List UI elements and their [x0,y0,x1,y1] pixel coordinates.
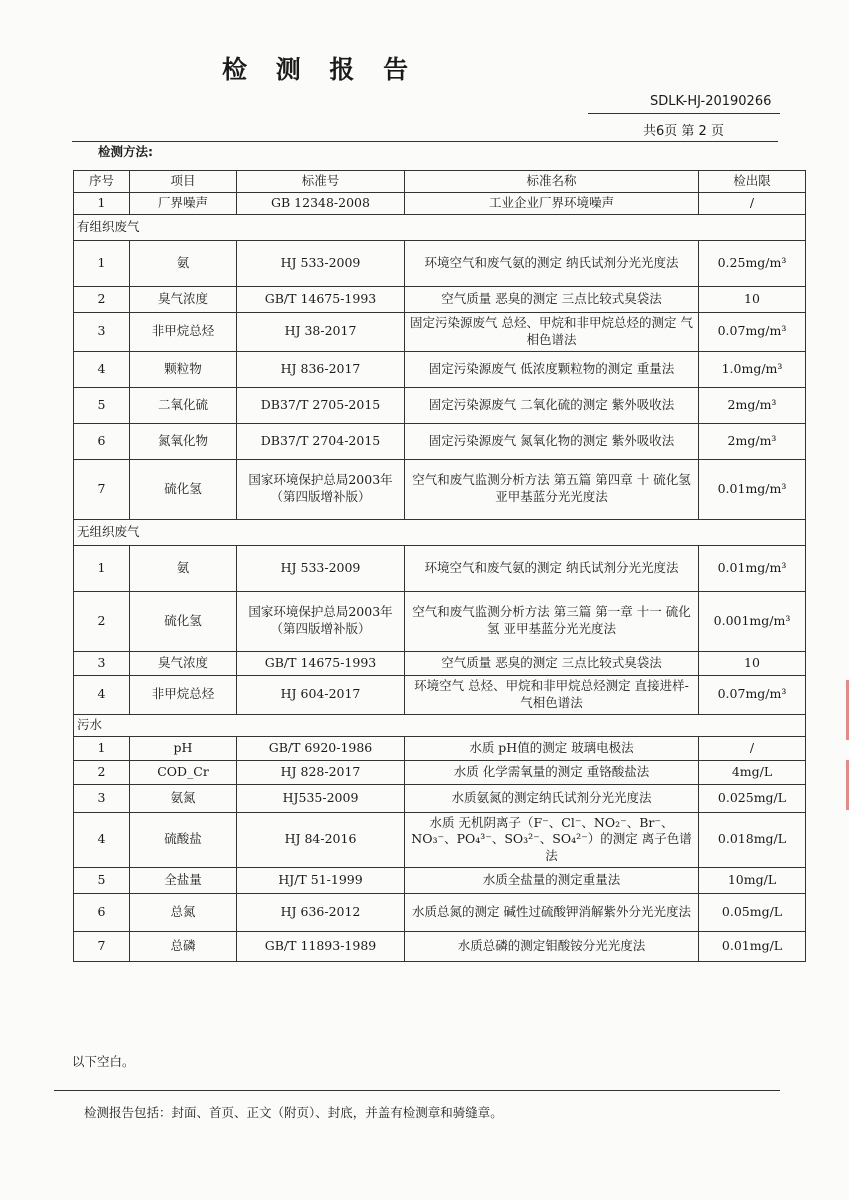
cell-standard-no: HJ 604-2017 [237,675,405,714]
cell-detection-limit: / [699,736,806,760]
cell-item: 臭气浓度 [130,287,237,313]
methods-table [73,170,806,962]
cell-item: 总氮 [130,894,237,932]
cell-standard-no: HJ 828-2017 [237,760,405,784]
cell-detection-limit: 2mg/m³ [699,423,806,459]
page-info: 共6页 第 2 页 [643,124,724,139]
cell-item: 非甲烷总烃 [130,675,237,714]
cell-item: 氨 [130,545,237,591]
cell-standard-no: HJ 533-2009 [237,545,405,591]
cell-standard-no: DB37/T 2704-2015 [237,423,405,459]
cell-standard-no: GB/T 14675-1993 [237,287,405,313]
cell-index: 7 [74,932,130,962]
table-row [74,459,806,519]
cell-index: 5 [74,868,130,894]
cell-index: 1 [74,193,130,215]
table-row [74,651,806,675]
table-row [74,675,806,714]
table-row [74,387,806,423]
report-number-underline [588,113,780,114]
table-row [74,545,806,591]
cell-index: 4 [74,675,130,714]
cell-standard-no: HJ 38-2017 [237,313,405,352]
table-row [74,193,806,215]
cell-standard-name: 空气和废气监测分析方法 第三篇 第一章 十一 硫化氢 亚甲基蓝分光光度法 [405,591,699,651]
cell-index: 4 [74,812,130,868]
section-label-cell: 无组织废气 [74,519,806,545]
table-row [74,760,806,784]
cell-index: 6 [74,423,130,459]
cell-detection-limit: / [699,193,806,215]
cell-standard-name: 固定污染源废气 总烃、甲烷和非甲烷总烃的测定 气相色谱法 [405,313,699,352]
cell-standard-name: 水质总磷的测定钼酸铵分光光度法 [405,932,699,962]
cell-index: 7 [74,459,130,519]
cell-item: 氮氧化物 [130,423,237,459]
cell-index: 1 [74,241,130,287]
cell-index: 1 [74,545,130,591]
section-label: 检测方法: [98,144,153,159]
cell-item: 非甲烷总烃 [130,313,237,352]
cell-index: 1 [74,736,130,760]
cell-detection-limit: 10mg/L [699,868,806,894]
cell-detection-limit: 0.001mg/m³ [699,591,806,651]
table-row [74,423,806,459]
cell-detection-limit: 0.01mg/L [699,932,806,962]
table-row [74,313,806,352]
cell-index: 3 [74,313,130,352]
cell-index: 6 [74,894,130,932]
cell-detection-limit: 0.07mg/m³ [699,675,806,714]
cell-detection-limit: 10 [699,287,806,313]
table-row [74,812,806,868]
header-index: 序号 [74,171,130,193]
cell-standard-no: GB 12348-2008 [237,193,405,215]
cell-standard-no: 国家环境保护总局2003年（第四版增补版） [237,459,405,519]
cell-item: 氨 [130,241,237,287]
cell-index: 2 [74,760,130,784]
cell-item: 硫化氢 [130,459,237,519]
cell-detection-limit: 0.07mg/m³ [699,313,806,352]
cell-index: 3 [74,651,130,675]
header-standard-no: 标准号 [237,171,405,193]
cell-index: 5 [74,387,130,423]
table-row [74,868,806,894]
cell-item: COD_Cr [130,760,237,784]
cell-item: 氨氮 [130,784,237,812]
cell-item: 硫化氢 [130,591,237,651]
cell-standard-name: 空气质量 恶臭的测定 三点比较式臭袋法 [405,287,699,313]
cell-item: 全盐量 [130,868,237,894]
cell-standard-no: HJ 84-2016 [237,812,405,868]
table-row [74,736,806,760]
cell-standard-name: 水质全盐量的测定重量法 [405,868,699,894]
cell-standard-name: 环境空气和废气氨的测定 纳氏试剂分光光度法 [405,545,699,591]
cell-detection-limit: 0.01mg/m³ [699,545,806,591]
header-divider [72,141,778,142]
header-item: 项目 [130,171,237,193]
section-label-cell: 污水 [74,714,806,736]
cell-standard-name: 水质总氮的测定 碱性过硫酸钾消解紫外分光光度法 [405,894,699,932]
cell-standard-name: 水质 化学需氧量的测定 重铬酸盐法 [405,760,699,784]
cell-index: 3 [74,784,130,812]
cell-standard-no: GB/T 11893-1989 [237,932,405,962]
cell-index: 4 [74,351,130,387]
cell-detection-limit: 0.05mg/L [699,894,806,932]
cell-detection-limit: 10 [699,651,806,675]
cell-index: 2 [74,591,130,651]
cell-standard-name: 环境空气和废气氨的测定 纳氏试剂分光光度法 [405,241,699,287]
table-row [74,351,806,387]
cell-standard-name: 空气质量 恶臭的测定 三点比较式臭袋法 [405,651,699,675]
cell-standard-name: 固定污染源废气 氮氧化物的测定 紫外吸收法 [405,423,699,459]
section-row [74,519,806,545]
cell-detection-limit: 1.0mg/m³ [699,351,806,387]
table-header-row [74,171,806,193]
cell-item: pH [130,736,237,760]
cell-standard-name: 固定污染源废气 二氧化硫的测定 紫外吸收法 [405,387,699,423]
report-number: SDLK-HJ-20190266 [650,94,772,109]
cell-standard-name: 环境空气 总烃、甲烷和非甲烷总烃测定 直接进样-气相色谱法 [405,675,699,714]
cell-detection-limit: 0.01mg/m³ [699,459,806,519]
table-row [74,932,806,962]
cell-standard-no: HJ 533-2009 [237,241,405,287]
cell-standard-no: HJ535-2009 [237,784,405,812]
cell-detection-limit: 2mg/m³ [699,387,806,423]
cell-standard-name: 水质氨氮的测定纳氏试剂分光光度法 [405,784,699,812]
cell-standard-name: 水质 无机阴离子（F⁻、Cl⁻、NO₂⁻、Br⁻、NO₃⁻、PO₄³⁻、SO₃²⁻、SO₄²⁻）的测定 离子色谱法 [405,812,699,868]
footer-note: 检测报告包括：封面、首页、正文（附页）、封底，并盖有检测章和骑缝章。 [84,1105,503,1120]
cell-item: 二氧化硫 [130,387,237,423]
cell-standard-no: HJ 636-2012 [237,894,405,932]
section-label-cell: 有组织废气 [74,215,806,241]
cell-standard-no: 国家环境保护总局2003年（第四版增补版） [237,591,405,651]
cell-item: 臭气浓度 [130,651,237,675]
blank-note: 以下空白。 [72,1054,135,1069]
section-row [74,714,806,736]
cell-item: 硫酸盐 [130,812,237,868]
cell-standard-name: 水质 pH值的测定 玻璃电极法 [405,736,699,760]
table-row [74,894,806,932]
cell-standard-no: GB/T 6920-1986 [237,736,405,760]
cell-item: 颗粒物 [130,351,237,387]
cell-standard-no: GB/T 14675-1993 [237,651,405,675]
cell-index: 2 [74,287,130,313]
cell-item: 厂界噪声 [130,193,237,215]
header-detection-limit: 检出限 [699,171,806,193]
table-row [74,784,806,812]
table-row [74,287,806,313]
cell-item: 总磷 [130,932,237,962]
cell-standard-no: HJ 836-2017 [237,351,405,387]
cell-standard-name: 固定污染源废气 低浓度颗粒物的测定 重量法 [405,351,699,387]
cell-detection-limit: 0.25mg/m³ [699,241,806,287]
table-row [74,241,806,287]
cell-detection-limit: 0.018mg/L [699,812,806,868]
cell-detection-limit: 0.025mg/L [699,784,806,812]
table-row [74,591,806,651]
cell-standard-no: DB37/T 2705-2015 [237,387,405,423]
report-title: 检 测 报 告 [222,55,419,84]
header-standard-name: 标准名称 [405,171,699,193]
footer-divider [54,1090,780,1091]
table-body [74,193,806,962]
cell-standard-no: HJ/T 51-1999 [237,868,405,894]
cell-standard-name: 工业企业厂界环境噪声 [405,193,699,215]
section-row [74,215,806,241]
cell-standard-name: 空气和废气监测分析方法 第五篇 第四章 十 硫化氢 亚甲基蓝分光光度法 [405,459,699,519]
cell-detection-limit: 4mg/L [699,760,806,784]
